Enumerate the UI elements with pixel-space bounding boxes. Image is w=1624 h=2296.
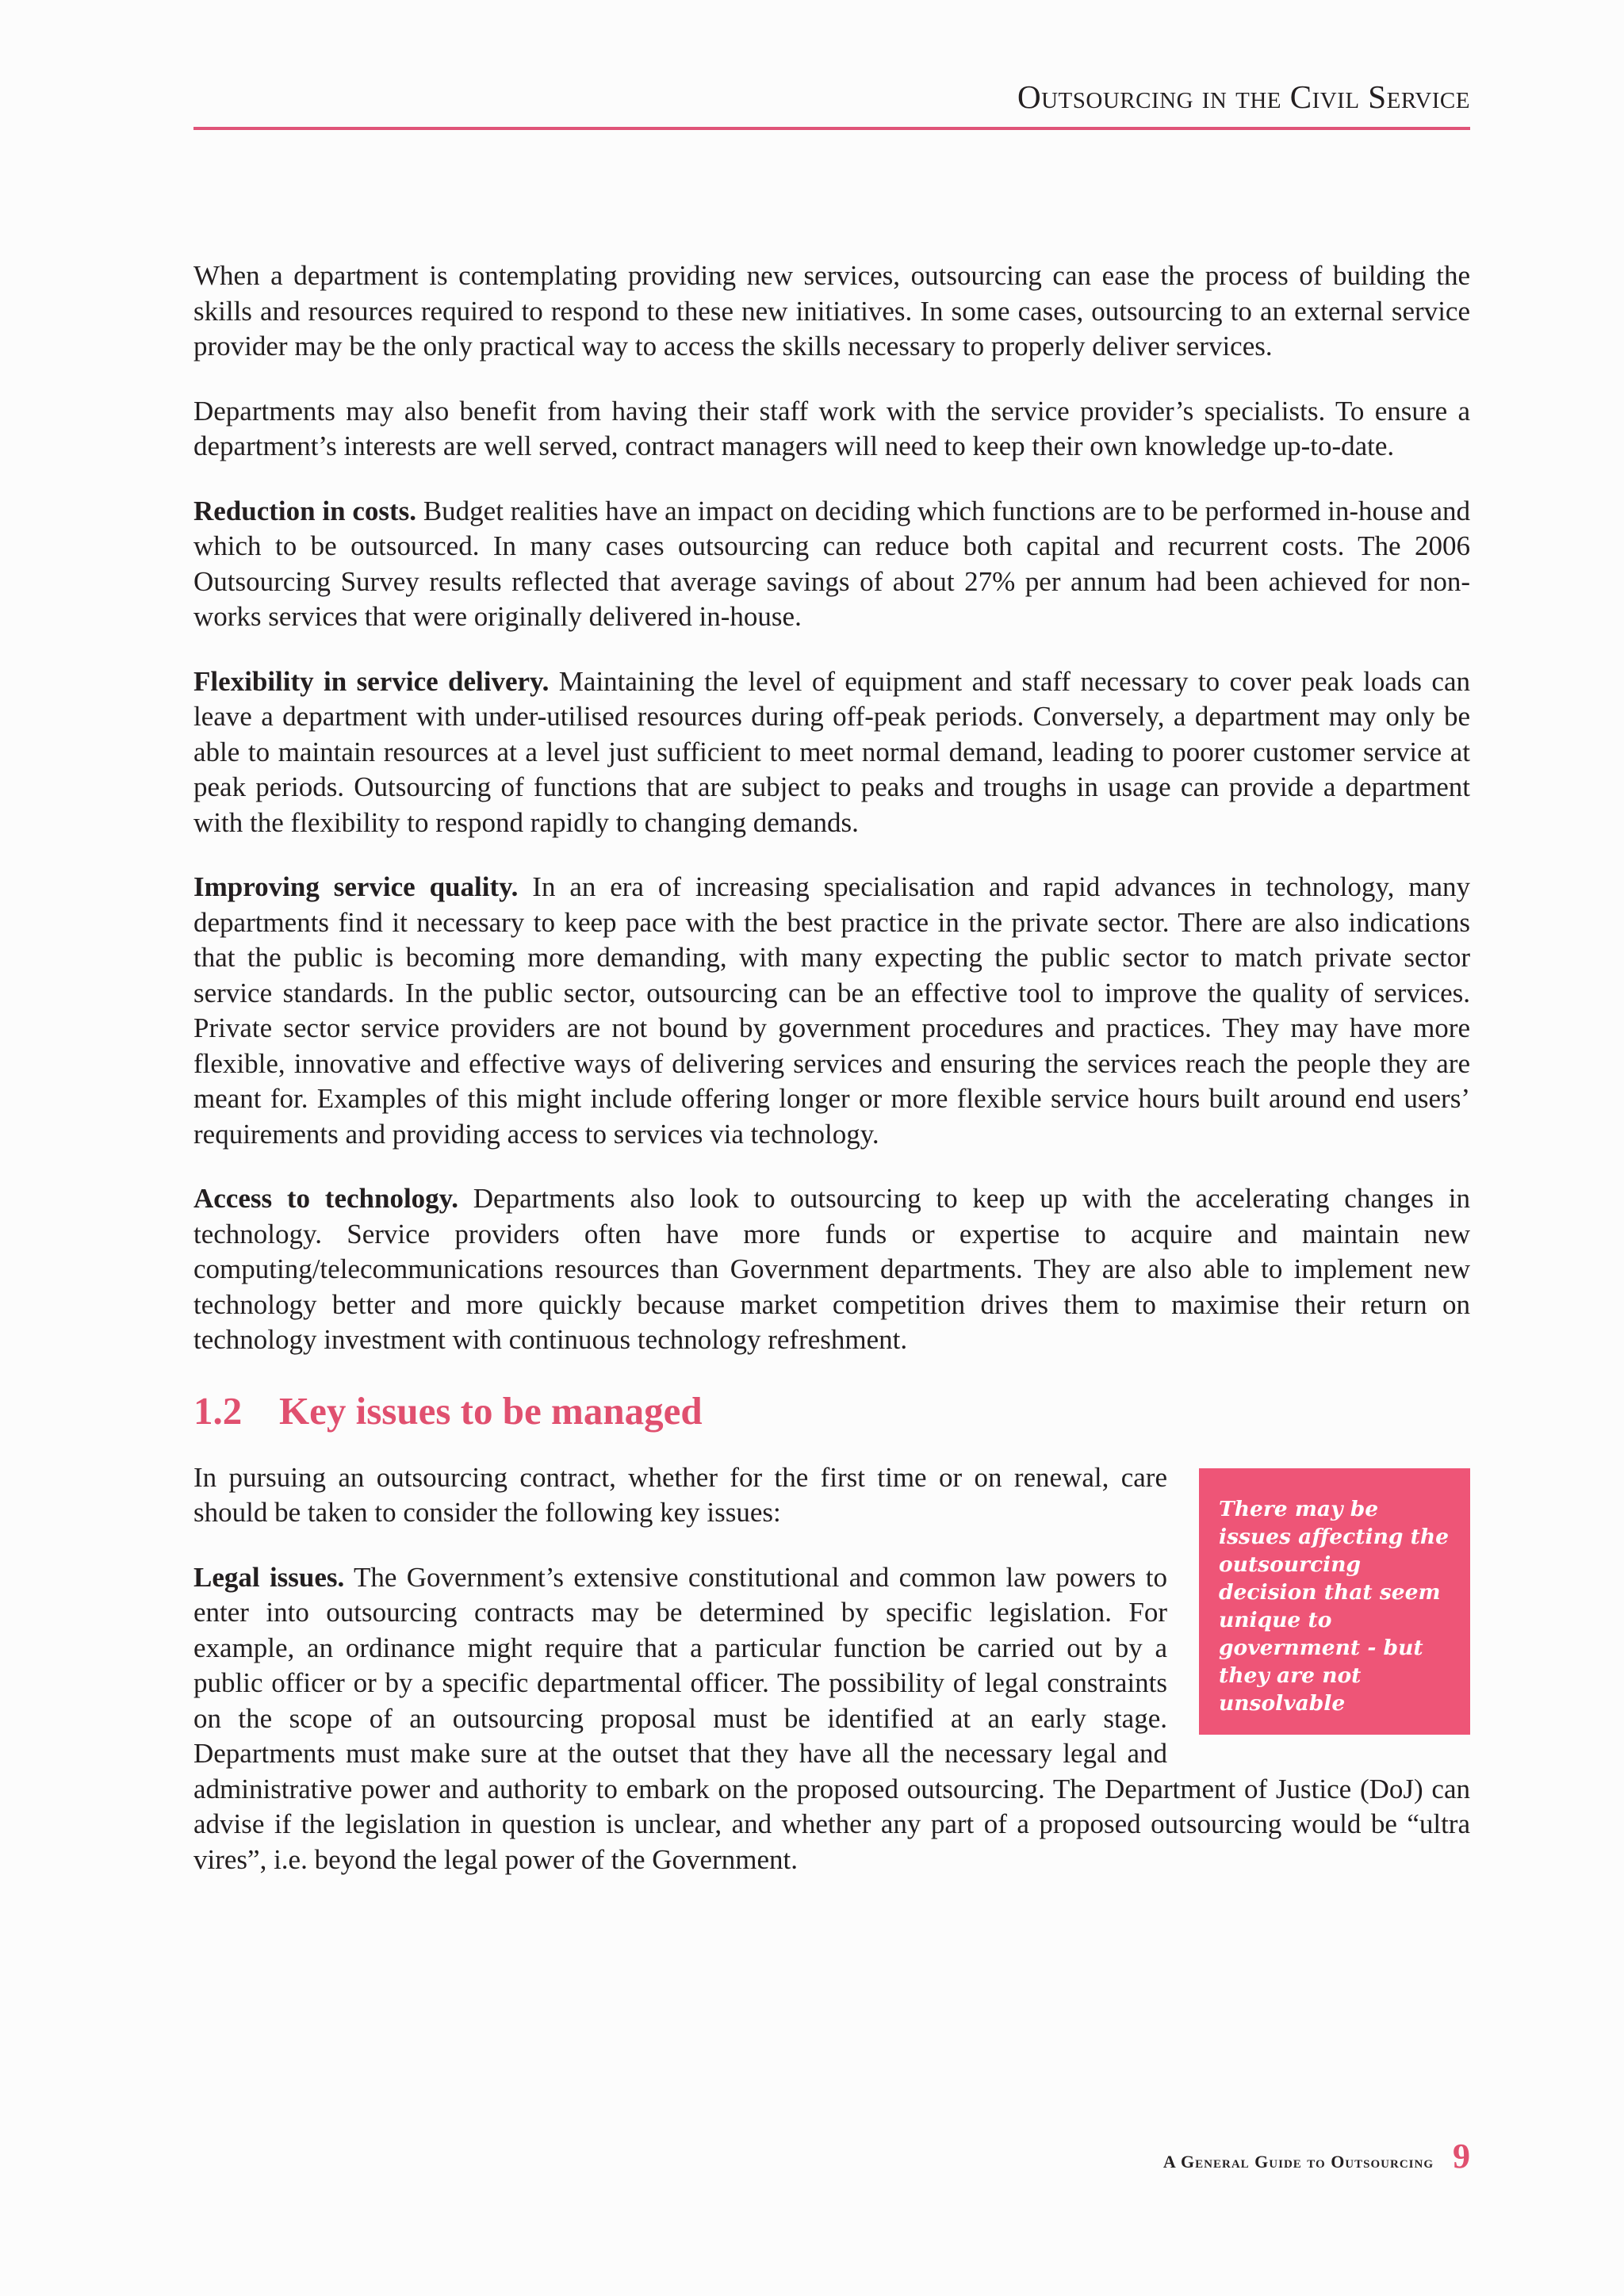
section-number: 1.2: [193, 1388, 243, 1433]
page-footer: [193, 2136, 1470, 2176]
paragraph-reduction-in-costs: [193, 494, 1470, 635]
header-rule: [193, 127, 1470, 130]
section-heading: [193, 1387, 1470, 1435]
paragraph-heading: Improving service quality.: [193, 871, 519, 902]
section-title: Key issues to be managed: [279, 1388, 703, 1433]
paragraph-section-intro: In pursuing an outsourcing contract, whether for the first time or on renewal, care should be taken to consider the following key issues:: [193, 1461, 1167, 1528]
main-content: [193, 258, 1470, 1907]
paragraph-service-quality: [193, 870, 1470, 1152]
page-number: 9: [1453, 2137, 1470, 2175]
pull-quote-callout: There may be issues affecting the outsourcing decision that seem unique to government - but they are not unsolvable: [1199, 1468, 1470, 1735]
paragraph-access-to-technology: [193, 1181, 1470, 1358]
paragraph-heading: Flexibility in service delivery.: [193, 665, 550, 697]
footer-guide-title: A General Guide to Outsourcing: [1162, 2152, 1434, 2172]
paragraph-text: Departments also look to outsourcing to keep up with the accelerating changes in technology. Service providers often have more funds or expertise to acquire and maintain new computing/telecommunications resources than Government departments. They are also able to implement new technology better and more quickly because market competition drives them to maximise their return on technology investment with continuous technology refreshment.: [193, 1183, 1470, 1355]
running-header: Outsourcing in the Civil Service: [1017, 78, 1470, 115]
paragraph-heading: Access to technology.: [193, 1183, 458, 1214]
paragraph-heading: Reduction in costs.: [193, 495, 417, 526]
paragraph-new-services: When a department is contemplating providing new services, outsourcing can ease the process of building the skills and resources required to respond to these new initiatives. In some cases, outsourcing to an external service provider may be the only practical way to access the skills necessary to properly deliver services.: [193, 260, 1470, 362]
paragraph-flexibility: [193, 664, 1470, 841]
paragraph-text: Maintaining the level of equipment and staff necessary to cover peak loads can leave a department with under-utilised resources during off-peak periods. Conversely, a department may only be able to maintain resources at a level just sufficient to meet normal demand, leading to poorer customer service at peak periods. Outsourcing of functions that are subject to peaks and troughs in usage can provide a department with the flexibility to respond rapidly to changing demands.: [193, 665, 1471, 838]
paragraph-text: Budget realities have an impact on deciding which functions are to be performed in-house and which to be outsourced. In many cases outsourcing can reduce both capital and recurrent costs. The 2006 Outsourcing Survey results reflected that average savings of about 27% per annum had been achieved for non-works services that were originally delivered in-house.: [193, 495, 1470, 632]
paragraph-text: In an era of increasing specialisation and rapid advances in technology, many departments find it necessary to keep pace with the best practice in the private sector. There are also indications that the public is becoming more demanding, with many expecting the public sector to match private sector service standards. In the public sector, outsourcing can be an effective tool to improve the quality of services. Private sector service providers are not bound by government procedures and practices. They may have more flexible, innovative and effective ways of delivering services and ensuring the services reach the people they are meant for. Examples of this might include offering longer or more flexible service hours built around end users’ requirements and providing access to services via technology.: [193, 871, 1470, 1150]
paragraph-text: The Government’s extensive constitutional and common law powers to enter into outsourcing contracts may be determined by specific legislation. For example, an ordinance might require that a particular function be carried out by a public officer or by a specific departmental officer. The possibility of legal constraints on the scope of an outsourcing proposal must be identified at an early stage. Departments must make sure at the outset that they have all the necessary legal and administrative power and authority to embark on the proposed outsourcing. The Department of Justice (DoJ) can advise if the legislation in question is unclear, and whether any part of a proposed outsourcing would be “ultra vires”, i.e. beyond the legal power of the Government.: [193, 1561, 1470, 1875]
paragraph-heading: Legal issues.: [193, 1561, 345, 1593]
paragraph-staff-benefit: Departments may also benefit from having their staff work with the service provider’s specialists. To ensure a department’s interests are well served, contract managers will need to keep their own knowledge up-to-date.: [193, 395, 1470, 461]
